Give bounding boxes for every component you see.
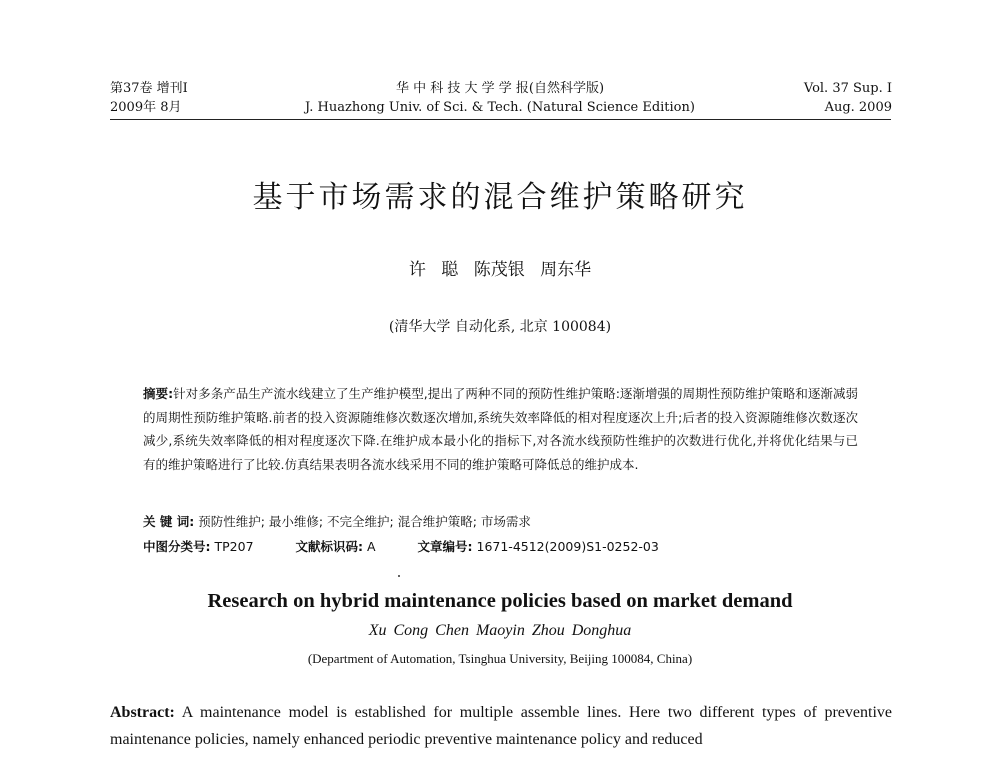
classification-line <box>143 537 659 555</box>
article-no-value: 1671-4512(2009)S1-0252-03 <box>476 539 659 554</box>
title-en: Research on hybrid maintenance policies based on market demand <box>207 590 793 612</box>
abstract-cn-text: 针对多条产品生产流水线建立了生产维护模型,提出了两种不同的预防性维护策略:逐渐增强的周期性预防维护策略和逐渐减弱的周期性预防维护策略.前者的投入资源随维修次数逐次增加,系统失效率降低的相对程度逐次上升;后者的投入资源随维修次数逐次减少,系统失效率降低的相对程度逐次下降.在维护成本最小化的指标下,对各流水线预防性维护的次数进行优化,并将优化结果与已有的维护策略进行了比较.仿真结果表明各流水线采用不同的维护策略可降低总的维护成本. <box>143 386 858 472</box>
doc-code-label: 文献标识码: <box>295 539 363 554</box>
authors-cn: 许 聪 陈茂银 周东华 <box>408 260 592 280</box>
keywords-line <box>143 512 531 530</box>
scan-speck <box>398 575 400 577</box>
article-no-label: 文章编号: <box>417 539 473 554</box>
keywords-label: 关 键 词: <box>143 514 195 529</box>
header-journal-cn: 华 中 科 技 大 学 学 报(自然科学版) <box>395 81 605 96</box>
title-cn: 基于市场需求的混合维护策略研究 <box>252 180 748 215</box>
header-volume-en: Vol. 37 Sup. Ⅰ <box>803 81 892 96</box>
doc-code-value: A <box>366 539 376 554</box>
header-date-en: Aug. 2009 <box>824 100 892 115</box>
affiliation-en: (Department of Automation, Tsinghua University, Beijing 100084, China) <box>307 651 693 666</box>
header-rule <box>110 119 891 120</box>
header-volume-cn: 第37卷 增刊Ⅰ <box>110 81 188 96</box>
abstract-en-text: A maintenance model is established for multiple assemble lines. Here two different types of preventive maintenance policies, namely enhanced periodic preventive maintenance policy and reduced <box>110 704 892 748</box>
header-journal-en: J. Huazhong Univ. of Sci. & Tech. (Natural Science Edition) <box>305 100 695 115</box>
clc-value: TP207 <box>214 539 254 554</box>
abstract-cn <box>143 382 858 476</box>
authors-en: Xu Cong Chen Maoyin Zhou Donghua <box>368 622 632 639</box>
keywords-text: 预防性维护; 最小维修; 不完全维护; 混合维护策略; 市场需求 <box>198 514 531 529</box>
header-date-cn: 2009年 8月 <box>110 100 182 115</box>
affiliation-cn: (清华大学 自动化系, 北京 100084) <box>388 319 612 335</box>
abstract-en <box>110 699 892 753</box>
clc-label: 中图分类号: <box>143 539 211 554</box>
abstract-cn-label: 摘要: <box>143 386 174 401</box>
abstract-en-label: Abstract: <box>110 704 175 721</box>
